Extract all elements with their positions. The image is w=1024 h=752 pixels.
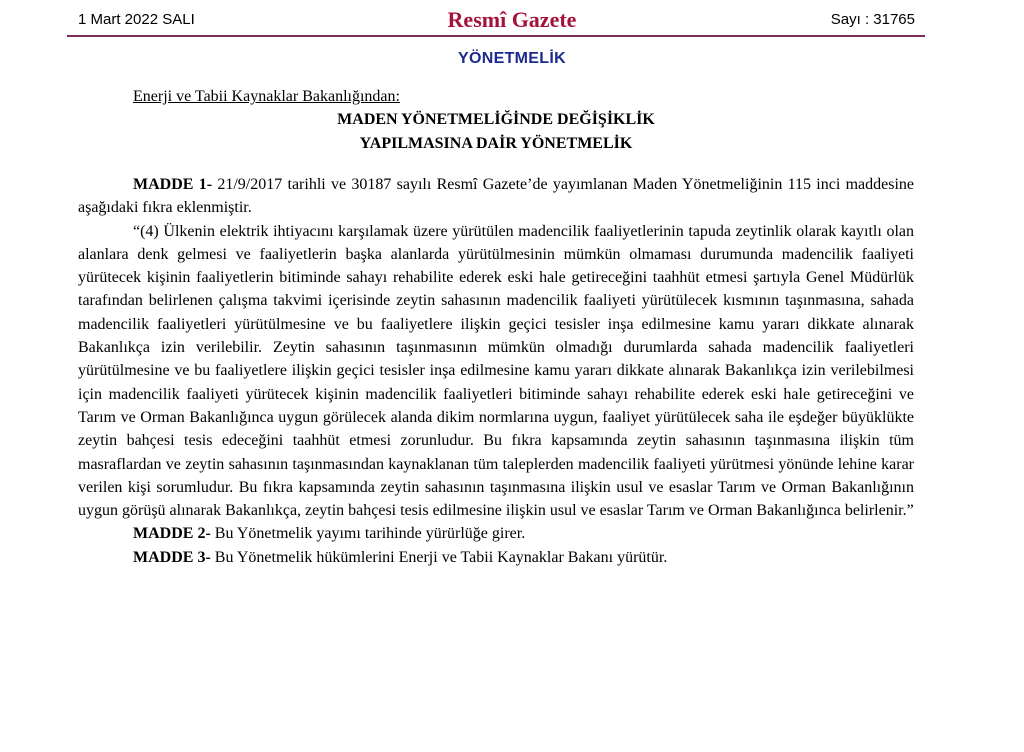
added-paragraph: “(4) Ülkenin elektrik ihtiyacını karşılamak üzere yürütülen madencilik faaliyetlerinin tapuda zeytinlik olarak kayıtlı olan alanlara denk gelmesi ve faaliyetlerin başka alanlarda yürütülmesinin mümkün olmaması durumunda madencilik faaliyeti yürütecek kişinin faaliyetlerin bitiminde sahayı rehabilite ederek eski hale getireceğini taahhüt etmesi şartıyla Genel Müdürlük tarafından belirlenen çalışma takvimi içerisinde zeytin sahasının madencilik faaliyeti yürütülecek kısmının taşınmasına, sahada madencilik faaliyetleri yürütülmesine ve bu faaliyetlere ilişkin geçici tesisler inşa edilmesine kamu yararı dikkate alınarak Bakanlıkça izin verilebilir. Zeytin sahasının taşınmasının mümkün olmadığı durumlarda sahada madencilik faaliyetleri yürütülmesine ve bu faaliyetlere ilişkin geçici tesisler inşa edilmesine kamu yararı dikkate alınarak Bakanlıkça izin verilebilmesi için madencilik faaliyeti yürütecek kişinin madencilik faaliyetleri bitiminde sahayı rehabilite ederek eski hale getireceğini ve Tarım ve Orman Bakanlığınca uygun görülecek alanda dikim normlarına uygun, faaliyet yürütülecek saha ile eşdeğer büyüklükte zeytin bahçesi tesis edeceğini taahhüt etmesi zorunludur. Bu fıkra kapsamında zeytin sahasının taşınmasına ilişkin tüm masraflardan ve zeytin sahasının taşınmasından kaynaklanan tüm taleplerden madencilik faaliyeti yürütmesi yönünde lehine karar verilen kişi sorumludur. Bu fıkra kapsamında zeytin sahasının taşınmasına ilişkin usul ve esaslar Tarım ve Orman Bakanlığının uygun görüşü alınarak Bakanlıkça, zeytin bahçesi tesis edilmesine ilişkin usul ve esaslar Tarım ve Orman Bakanlığınca belirlenir.” bbox=[78, 222, 914, 520]
article-2-text: Bu Yönetmelik yayımı tarihinde yürürlüğe girer. bbox=[210, 525, 526, 543]
article-1-text: 21/9/2017 tarihli ve 30187 sayılı Resmî Gazete’de yayımlanan Maden Yönetmeliğinin 115 inci maddesine aşağıdaki fıkra eklenmiştir. bbox=[78, 176, 914, 217]
gazette-header bbox=[0, 0, 1024, 40]
article-2 bbox=[78, 522, 914, 545]
regulation-document bbox=[78, 86, 914, 569]
article-1-label: MADDE 1- bbox=[133, 176, 213, 193]
article-2-label: MADDE 2- bbox=[133, 525, 211, 543]
issue-number: Sayı : 31765 bbox=[830, 11, 915, 28]
article-3-text: Bu Yönetmelik hükümlerini Enerji ve Tabii Kaynaklar Bakanı yürütür. bbox=[210, 548, 668, 566]
section-title: YÖNETMELİK bbox=[458, 50, 566, 67]
article-1 bbox=[78, 173, 914, 220]
issue-date: 1 Mart 2022 SALI bbox=[78, 11, 195, 28]
article-3-label: MADDE 3- bbox=[133, 548, 211, 566]
regulation-heading-line1: MADEN YÖNETMELİĞİNDE DEĞİŞİKLİK bbox=[337, 111, 655, 128]
header-divider bbox=[67, 35, 925, 37]
ministry-name: Enerji ve Tabii Kaynaklar Bakanlığından: bbox=[133, 88, 400, 105]
regulation-heading-line2: YAPILMASINA DAİR YÖNETMELİK bbox=[359, 135, 633, 152]
gazette-title: Resmî Gazete bbox=[447, 7, 577, 32]
article-3 bbox=[78, 546, 914, 569]
